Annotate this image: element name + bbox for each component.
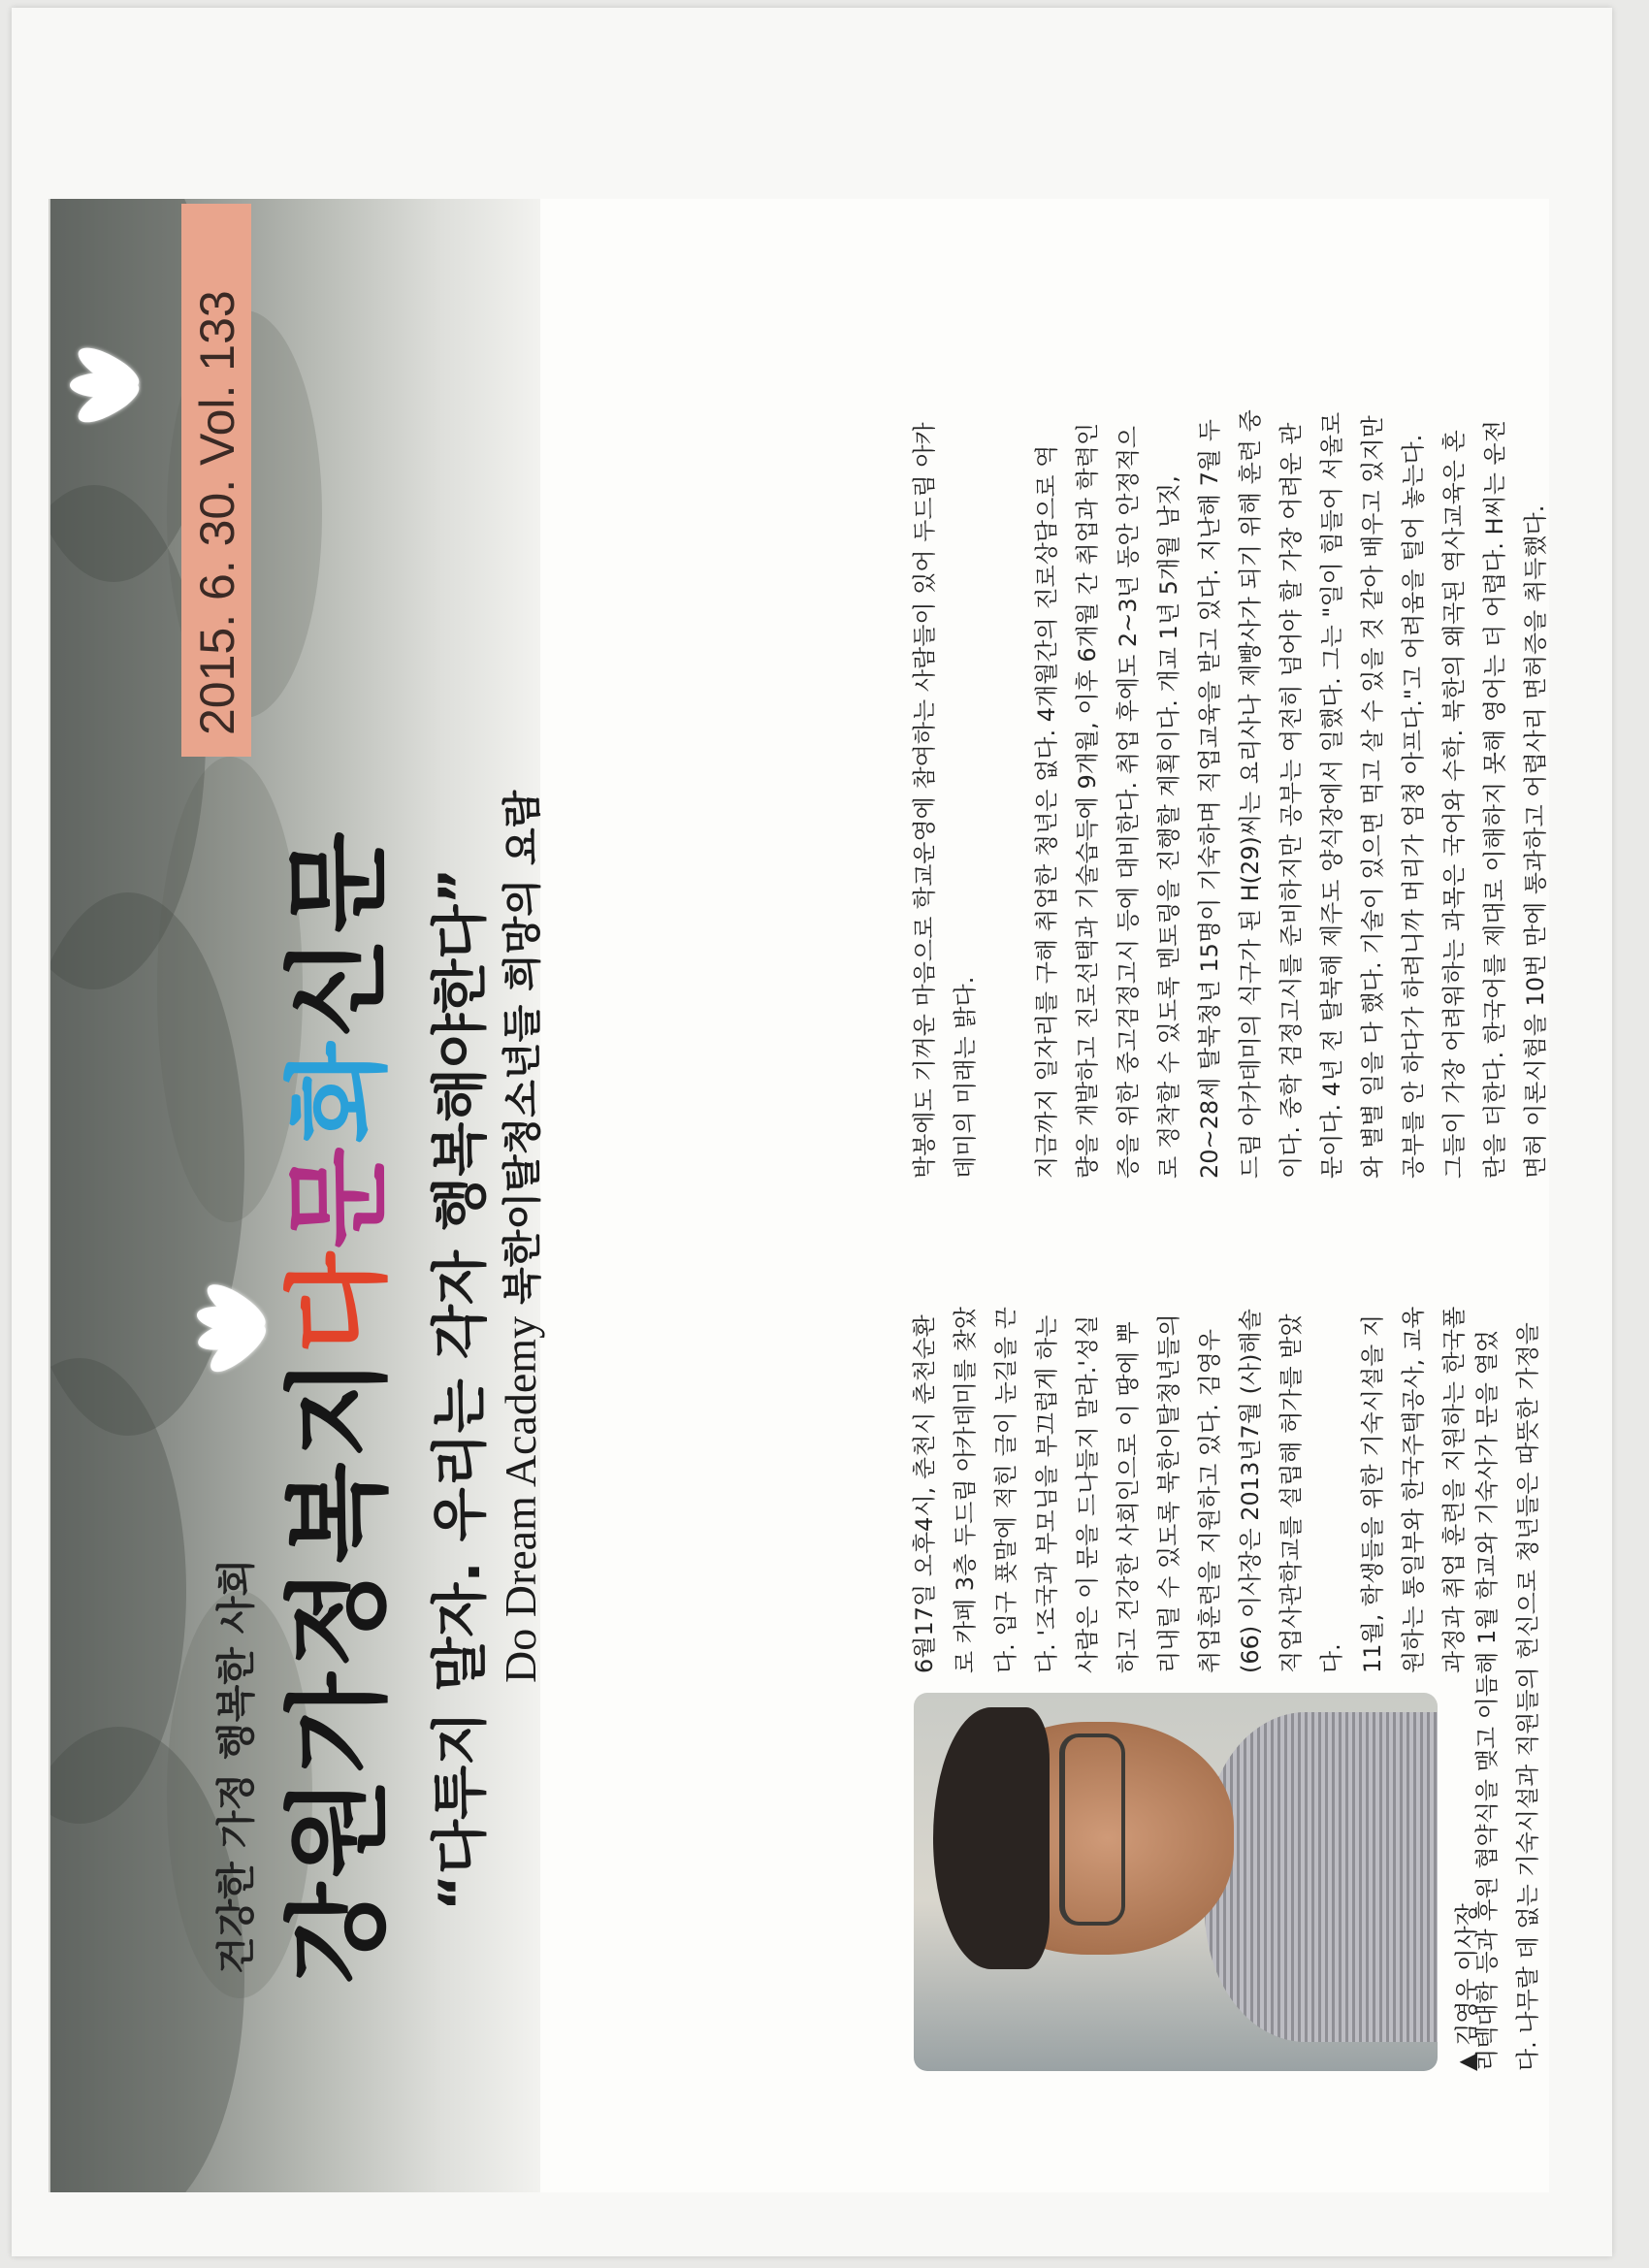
article-line: 다.	[1318, 1643, 1345, 1673]
title-part-sinmun: 신문	[278, 827, 400, 1039]
article-line: 이다. 중학 검정고시를 준비하지만 공부는 여전히 넘어야 할 가장 어려운 관	[1277, 422, 1305, 1179]
article-line: 문이다. 4년 전 탈북해 제주도 양식장에서 일했다. 그는 "일이 힘들어 서울로	[1318, 411, 1345, 1179]
photo-hair	[933, 1707, 1050, 1969]
article-line: 지금까지 일자리를 구해 취업한 청년은 없다. 4개월간의 진로상담으로 역	[1033, 444, 1060, 1179]
portrait-photo	[914, 1693, 1438, 2071]
article-line: 리텍대학 등과 후원 협약식을 맺고 이듬해 1월 학교와 기숙사가 문을 열었	[1473, 1330, 1501, 2071]
article-line: 그들이 가장 어려워하는 과목은 국어와 수학. 북한의 왜곡된 역사교육은 혼	[1440, 430, 1468, 1179]
article-line: 로 카페 3층 두드림 아카데미를 찾았	[952, 1307, 979, 1673]
rotated-article	[50, 199, 1549, 2192]
article-column-2	[904, 409, 1549, 1179]
article-line: 와 별별 일을 다 했다. 기술이 있으면 먹고 살 수 있을 것 같아 배우고 있지만	[1359, 415, 1386, 1179]
photo-caption: ▲ 김영우 이사장	[1453, 1903, 1480, 2071]
article-line: 하고 건강한 사회인으로 이 땅에 뿌	[1115, 1321, 1142, 1673]
article-line: 리내릴 수 있도록 북한이탈청년들의	[1155, 1313, 1182, 1673]
newspaper-title	[254, 827, 404, 1984]
article-line	[986, 409, 1026, 1179]
article-line: 데미의 미래는 밝다.	[952, 976, 979, 1179]
date-volume-label: 2015. 6. 30. Vol. 133	[190, 290, 244, 735]
article-line: 다. '조국과 부모님을 부끄럽게 하는	[1033, 1314, 1060, 1673]
article-line: 박봉에도 기꺼운 마음으로 학교운영에 참여하는 사람들이 있어 두드림 아카	[911, 422, 938, 1179]
article-line: 6월17일 오후4시, 춘천시 춘천순환	[911, 1314, 938, 1673]
article-line: 다. 나무랄 데 없는 기숙시설과 직원들의 헌신으로 청년들은 따뜻한 가정을	[1514, 1322, 1541, 2071]
photo-shirt	[1205, 1712, 1438, 2042]
title-part-da: 다	[278, 1247, 400, 1354]
subheadline-english: Do Dream Academy	[496, 1315, 545, 1683]
subheadline	[492, 791, 547, 1683]
article-line: 로 정착할 수 있도록 멘토링을 진행할 계획이다. 개교 1년 5개월 남짓,	[1155, 475, 1182, 1179]
article-line: 과정과 취업 훈련을 지원하는 한국폴	[1440, 1306, 1468, 1673]
article-column-1	[904, 1307, 1474, 1673]
article-line: (66) 이사장은 2013년7월 (사)해솔	[1237, 1309, 1264, 1673]
article-line: 공부를 안 하다가 하려니까 머리가 엄청 아프다."고 어려움을 털어 놓는다.	[1400, 434, 1427, 1179]
title-part-1: 강원가정복지	[278, 1353, 400, 1984]
article-line: 20~28세 탈북청년 15명이 기숙하며 직업교육을 받고 있다. 지난해 7월 두	[1196, 419, 1223, 1179]
article-column-3	[1467, 1322, 1548, 2071]
subheadline-korean: 북한이탈청소년들 희망의 요람	[501, 790, 545, 1305]
article-line: 드림 아카데미의 식구가 된 H(29)씨는 요리사나 제빵사가 되기 위해 훈련 중	[1237, 409, 1264, 1179]
newspaper-clipping	[48, 199, 1549, 2192]
article-line: 다. 입구 푯말에 적힌 글이 눈길을 끈	[992, 1307, 1019, 1673]
photo-glasses	[1059, 1733, 1125, 1926]
article-line: 증을 위한 중고검정고시 등에 대비한다. 취업 후에도 2~3년 동안 안정적으	[1115, 425, 1142, 1179]
newspaper-subtitle: 건강한 가정 행복한 사회	[214, 1558, 259, 1974]
date-volume-tag	[181, 204, 251, 757]
article-line: 란을 더한다. 한국어를 제대로 이해하지 못해 영어는 더 어렵다. H씨는 운전	[1481, 420, 1508, 1179]
article-line: 사람은 이 문을 드나들지 말라.'성실	[1074, 1314, 1101, 1673]
article-line: 량을 개발하고 진로선택과 기술습득에 9개월, 이후 6개월 간 취업과 학력인	[1074, 422, 1101, 1179]
article-line: 취업훈련을 지원하고 있다. 김영우	[1196, 1328, 1223, 1673]
article-line: 면허 이론시험을 10번 만에 통과하고 어렵사리 면허증을 취득했다.	[1522, 504, 1549, 1179]
title-part-mun: 문	[278, 1143, 400, 1248]
headline-quote: “다투지 말자. 우리는 각자 행복해야한다”	[427, 867, 493, 1911]
title-part-hwa: 화	[278, 1038, 400, 1144]
article-line: 11월, 학생들을 위한 기숙시설을 지	[1359, 1313, 1386, 1673]
article-line: 원하는 통일부와 한국주택공사, 교육	[1400, 1306, 1427, 1673]
article-line: 직업사관학교를 설립해 허가를 받았	[1277, 1313, 1305, 1673]
